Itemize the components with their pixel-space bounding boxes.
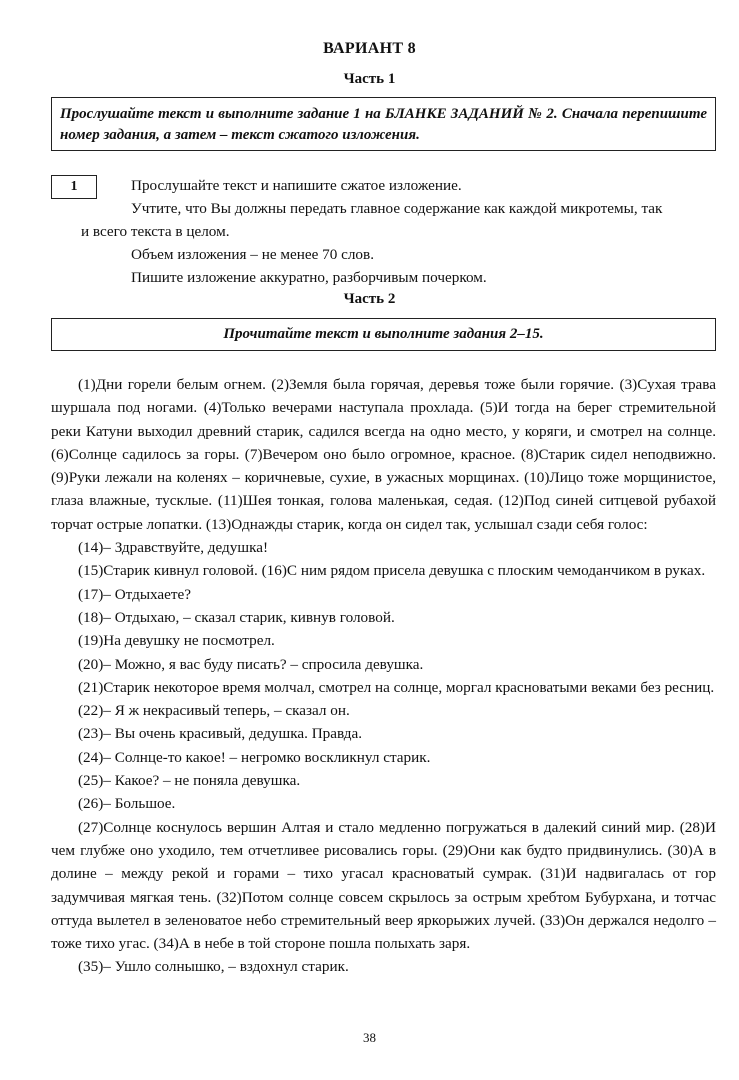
task1-line: Прослушайте текст и напишите сжатое изложение. — [131, 177, 462, 194]
part1-instruction-box: Прослушайте текст и выполните задание 1 на БЛАНКЕ ЗАДАНИЙ № 2. Сначала перепишите номер задания, а затем – текст сжатого изложения. — [51, 97, 716, 151]
text-paragraph: (18)– Отдыхаю, – сказал старик, кивнув головой. — [78, 608, 395, 626]
text-paragraph: (35)– Ушло солнышко, – вздохнул старик. — [78, 958, 349, 976]
part1-heading: Часть 1 — [343, 71, 396, 87]
task1-line: Объем изложения – не менее 70 слов. — [131, 246, 374, 263]
task1-line: Пишите изложение аккуратно, разборчивым почерком. — [131, 269, 487, 286]
text-paragraph: (24)– Солнце-то какое! – негромко воскликнул старик. — [78, 748, 431, 766]
page-number: 38 — [363, 1030, 376, 1045]
variant-title: ВАРИАНТ 8 — [323, 40, 416, 57]
reading-text — [51, 373, 716, 979]
text-paragraph: (19)На девушку не посмотрел. — [78, 632, 275, 650]
task1-line: и всего текста в целом. — [81, 223, 230, 240]
text-paragraph: (27)Солнце коснулось вершин Алтая и стало медленно погружаться в далекий синий мир. (28)И чем глубже оно уходило, тем отчетливее рисовались горы. (29)Они как будто придвинулись. (30)А в долине – между рекой и горами – тихо угасал красноватый сумрак. (31)И надвигалась от гор задумчивая мягкая тень. (32)Потом солнце совсем скрылось за острым хребтом Бубурхана, и тотчас оттуда вылетел в зеленоватое небо стремительный веер яркорыжих лучей. (33)Он держался недолго – тоже тихо угас. (34)А в небе в той стороне пошла полыхать заря. — [51, 818, 716, 953]
text-paragraph: (20)– Можно, я вас буду писать? – спросила девушка. — [78, 655, 424, 673]
task1-line: Учтите, что Вы должны передать главное содержание как каждой микротемы, так — [131, 200, 663, 217]
text-paragraph: (22)– Я ж некрасивый теперь, – сказал он. — [78, 702, 350, 720]
text-paragraph: (26)– Большое. — [78, 795, 176, 813]
text-paragraph: (25)– Какое? – не поняла девушка. — [78, 772, 301, 790]
text-paragraph: (15)Старик кивнул головой. (16)С ним рядом присела девушка с плоским чемоданчиком в руках. — [78, 562, 706, 580]
part2-instruction-box: Прочитайте текст и выполните задания 2–15. — [51, 318, 716, 351]
text-paragraph: (23)– Вы очень красивый, дедушка. Правда. — [78, 725, 363, 743]
text-paragraph: (1)Дни горели белым огнем. (2)Земля была горячая, деревья тоже были горячие. (3)Сухая трава шуршала под ногами. (4)Только вечерами наступала прохлада. (5)И тогда на берег стремительной реки Катуни выходил древний старик, садился всегда на одно место, у коряги, и смотрел на солнце. (6)Солнце садилось за горы. (7)Вечером оно было огромное, красное. (8)Старик сидел неподвижно. (9)Руки лежали на коленях – коричневые, сухие, в ужасных морщинах. (10)Лицо тоже морщинистое, глаза влажные, тусклые. (11)Шея тонкая, голова маленькая, седая. (12)Под синей ситцевой рубахой торчат острые лопатки. (13)Однажды старик, когда он сидел так, услышал сзади себя голос: — [51, 376, 716, 533]
text-paragraph: (14)– Здравствуйте, дедушка! — [78, 539, 269, 557]
part2-heading: Часть 2 — [343, 291, 396, 307]
task-number-box: 1 — [51, 175, 97, 199]
task1-instructions — [81, 174, 716, 289]
text-paragraph: (21)Старик некоторое время молчал, смотрел на солнце, моргал красноватыми веками без ресниц. — [78, 678, 715, 696]
text-paragraph: (17)– Отдыхаете? — [78, 585, 192, 603]
